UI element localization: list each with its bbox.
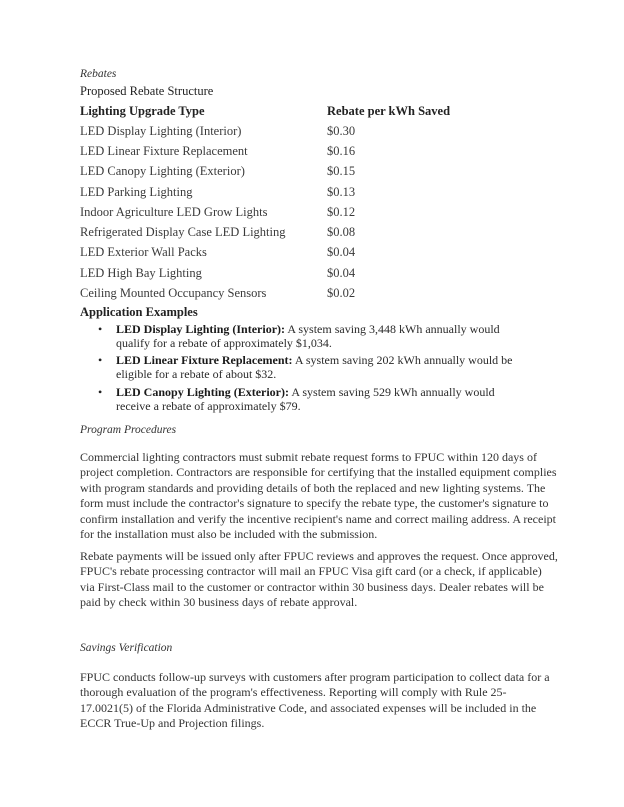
example-text: A system saving 529 kWh annually would: [289, 385, 495, 399]
savings-paragraph: [80, 670, 550, 732]
table-cell-type: LED Parking Lighting: [80, 185, 193, 199]
example-text: A system saving 3,448 kWh annually would: [285, 322, 500, 336]
table-cell-type: Ceiling Mounted Occupancy Sensors: [80, 286, 267, 300]
example-text: receive a rebate of approximately $79.: [116, 399, 301, 413]
table-header-rebate: Rebate per kWh Saved: [327, 104, 451, 118]
rebate-structure-heading: Proposed Rebate Structure: [80, 84, 214, 98]
paragraph-line: project completion. Contractors are responsible for certifying that the installed equipment complies: [80, 465, 557, 480]
example-title: LED Display Lighting (Interior):: [116, 322, 286, 336]
table-cell-rebate: $0.13: [327, 185, 356, 199]
paragraph-line: for the installation must also be included with the submission.: [80, 527, 378, 542]
program-procedures-heading: Program Procedures: [80, 424, 177, 436]
paragraph-line: with program standards and providing details of both the replaced and new lighting systems. The: [80, 480, 546, 495]
table-cell-type: LED Canopy Lighting (Exterior): [80, 164, 245, 178]
paragraph-line: paid by check within 30 business days of rebate approval.: [80, 595, 358, 610]
rebates-heading: Rebates: [80, 68, 117, 80]
list-item: [116, 385, 536, 413]
paragraph-line: FPUC conducts follow-up surveys with customers after program participation to collect data for a: [80, 670, 550, 684]
list-item: [116, 322, 536, 350]
list-item: [116, 353, 536, 381]
table-cell-type: LED High Bay Lighting: [80, 266, 202, 280]
table-cell-rebate: $0.04: [327, 245, 356, 259]
paragraph-line: 17.0021(5) of the Florida Administrative Code, and associated expenses will be included in the: [80, 700, 537, 715]
table-cell-type: Refrigerated Display Case LED Lighting: [80, 225, 286, 239]
procedures-paragraph-1: [80, 450, 557, 542]
table-cell-type: LED Linear Fixture Replacement: [80, 144, 248, 158]
paragraph-line: confirm installation and verify the incentive recipient's name and correct mailing address. A receipt: [80, 511, 556, 526]
paragraph-line: thorough evaluation of the program's effectiveness. Reporting will comply with Rule 25-: [80, 685, 507, 700]
example-text: A system saving 202 kWh annually would be: [292, 353, 513, 367]
bullet-icon: •: [98, 353, 103, 367]
table-cell-rebate: $0.30: [327, 124, 356, 138]
table-cell-type: LED Display Lighting (Interior): [80, 124, 242, 138]
table-cell-rebate: $0.02: [327, 286, 356, 300]
table-cell-type: Indoor Agriculture LED Grow Lights: [80, 205, 268, 219]
table-cell-rebate: $0.15: [327, 164, 356, 178]
paragraph-line: FPUC's rebate processing contractor will mail an FPUC Visa gift card (or a check, if applicable): [80, 564, 542, 579]
table-cell-rebate: $0.04: [327, 266, 356, 280]
paragraph-line: Commercial lighting contractors must submit rebate request forms to FPUC within 120 days of: [80, 450, 537, 464]
example-title: LED Linear Fixture Replacement:: [116, 353, 293, 367]
paragraph-line: ECCR True-Up and Projection filings.: [80, 716, 265, 731]
example-text: eligible for a rebate of about $32.: [116, 367, 277, 381]
table-cell-rebate: $0.12: [327, 205, 356, 219]
table-cell-rebate: $0.16: [327, 144, 356, 158]
table-header-lighting-type: Lighting Upgrade Type: [80, 104, 205, 118]
example-title: LED Canopy Lighting (Exterior):: [116, 385, 290, 399]
paragraph-line: Rebate payments will be issued only after FPUC reviews and approves the request. Once approved,: [80, 549, 558, 563]
bullet-icon: •: [98, 385, 103, 399]
savings-verification-heading: Savings Verification: [80, 642, 173, 654]
table-cell-rebate: $0.08: [327, 225, 356, 239]
procedures-paragraph-2: [80, 549, 558, 611]
application-examples-heading: Application Examples: [80, 305, 198, 319]
bullet-icon: •: [98, 322, 103, 336]
paragraph-line: form must include the contractor's signature to specify the rebate type, the customer's signature to: [80, 496, 549, 511]
table-cell-type: LED Exterior Wall Packs: [80, 245, 207, 259]
paragraph-line: via First-Class mail to the customer or contractor within 30 business days. Dealer rebates will be: [80, 579, 544, 594]
example-text: qualify for a rebate of approximately $1,034.: [116, 336, 332, 350]
